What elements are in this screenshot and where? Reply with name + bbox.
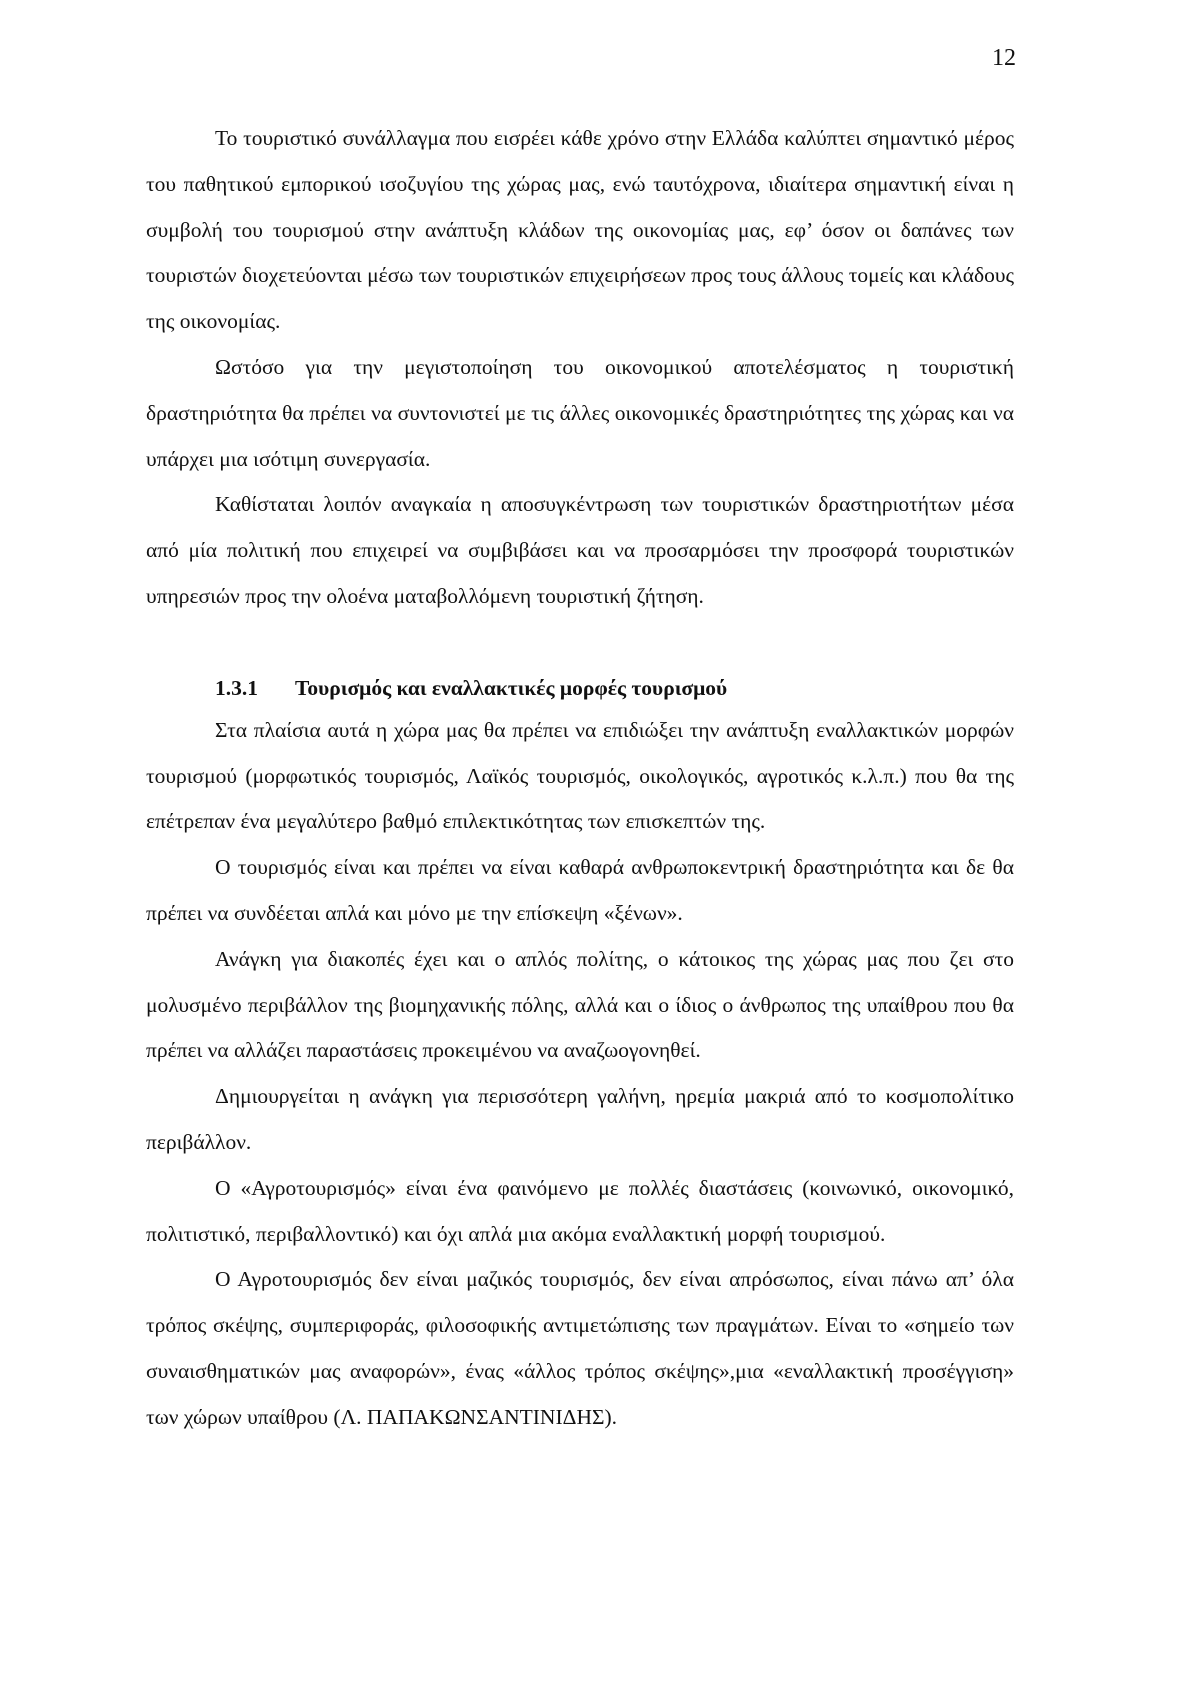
- page-number: 12: [992, 45, 1016, 71]
- section-title: Τουρισμός και εναλλακτικές μορφές τουρισμού: [295, 675, 728, 700]
- section-heading: [146, 668, 1014, 708]
- paragraph: Καθίσταται λοιπόν αναγκαία η αποσυγκέντρωση των τουριστικών δραστηριοτήτων μέσα από μία πολιτική που επιχειρεί να συμβιβάσει και να προσαρμόσει την προσφορά τουριστικών υπηρεσιών προς την ολοένα ματαβολλόμενη τουριστική ζήτηση.: [146, 492, 1014, 608]
- paragraph: Ανάγκη για διακοπές έχει και ο απλός πολίτης, ο κάτοικος της χώρας μας που ζει στο μολυσμένο περιβάλλον της βιομηχανικής πόλης, αλλά και ο ίδιος ο άνθρωπος της υπαίθρου που θα πρέπει να αλλάζει παραστάσεις προκειμένου να αναζωογονηθεί.: [146, 946, 1014, 1063]
- paragraph: Ο «Αγροτουρισμός» είναι ένα φαινόμενο με πολλές διαστάσεις (κοινωνικό, οικονομικό, πολιτιστικό, περιβαλλοντικό) και όχι απλά μια ακόμα εναλλακτική μορφή τουρισμού.: [146, 1175, 1014, 1246]
- section-number: 1.3.1: [215, 675, 258, 700]
- paragraph: Ωστόσο για την μεγιστοποίηση του οικονομικού αποτελέσματος η τουριστική δραστηριότητα θα πρέπει να συντονιστεί με τις άλλες οικονομικές δραστηριότητες της χώρας και να υπάρχει μια ισότιμη συνεργασία.: [146, 354, 1014, 471]
- document-body: [146, 116, 1014, 1441]
- paragraph: Ο τουρισμός είναι και πρέπει να είναι καθαρά ανθρωποκεντρική δραστηριότητα και δε θα πρέπει να συνδέεται απλά και μόνο με την επίσκεψη «ξένων».: [146, 855, 1014, 925]
- paragraph: Δημιουργείται η ανάγκη για περισσότερη γαλήνη, ηρεμία μακριά από το κοσμοπολίτικο περιβάλλον.: [146, 1084, 1014, 1154]
- paragraph: Στα πλαίσια αυτά η χώρα μας θα πρέπει να επιδιώξει την ανάπτυξη εναλλακτικών μορφών τουρισμού (μορφωτικός τουρισμός, Λαϊκός τουρισμός, οικολογικός, αγροτικός κ.λ.π.) που θα της επέτρεπαν ένα μεγαλύτερο βαθμό επιλεκτικότητας των επισκεπτών της.: [146, 717, 1014, 834]
- paragraph: Ο Αγροτουρισμός δεν είναι μαζικός τουρισμός, δεν είναι απρόσωπος, είναι πάνω απ’ όλα τρόπος σκέψης, συμπεριφοράς, φιλοσοφικής αντιμετώπισης των πραγμάτων. Είναι το «σημείο των συναισθηματικών μας αναφορών», ένας «άλλος τρόπος σκέψης»,μια «εναλλακτική προσέγγιση» των χώρων υπαίθρου (Λ. ΠΑΠΑΚΩΝΣΑΝΤΙΝΙΔΗΣ).: [146, 1267, 1014, 1429]
- paragraph: Το τουριστικό συνάλλαγμα που εισρέει κάθε χρόνο στην Ελλάδα καλύπτει σημαντικό μέρος του παθητικού εμπορικού ισοζυγίου της χώρας μας, ενώ ταυτόχρονα, ιδιαίτερα σημαντική είναι η συμβολή του τουρισμού στην ανάπτυξη κλάδων της οικονομίας μας, εφ’ όσον οι δαπάνες των τουριστών διοχετεύονται μέσω των τουριστικών επιχειρήσεων προς τους άλλους τομείς και κλάδους της οικονομίας.: [146, 126, 1014, 334]
